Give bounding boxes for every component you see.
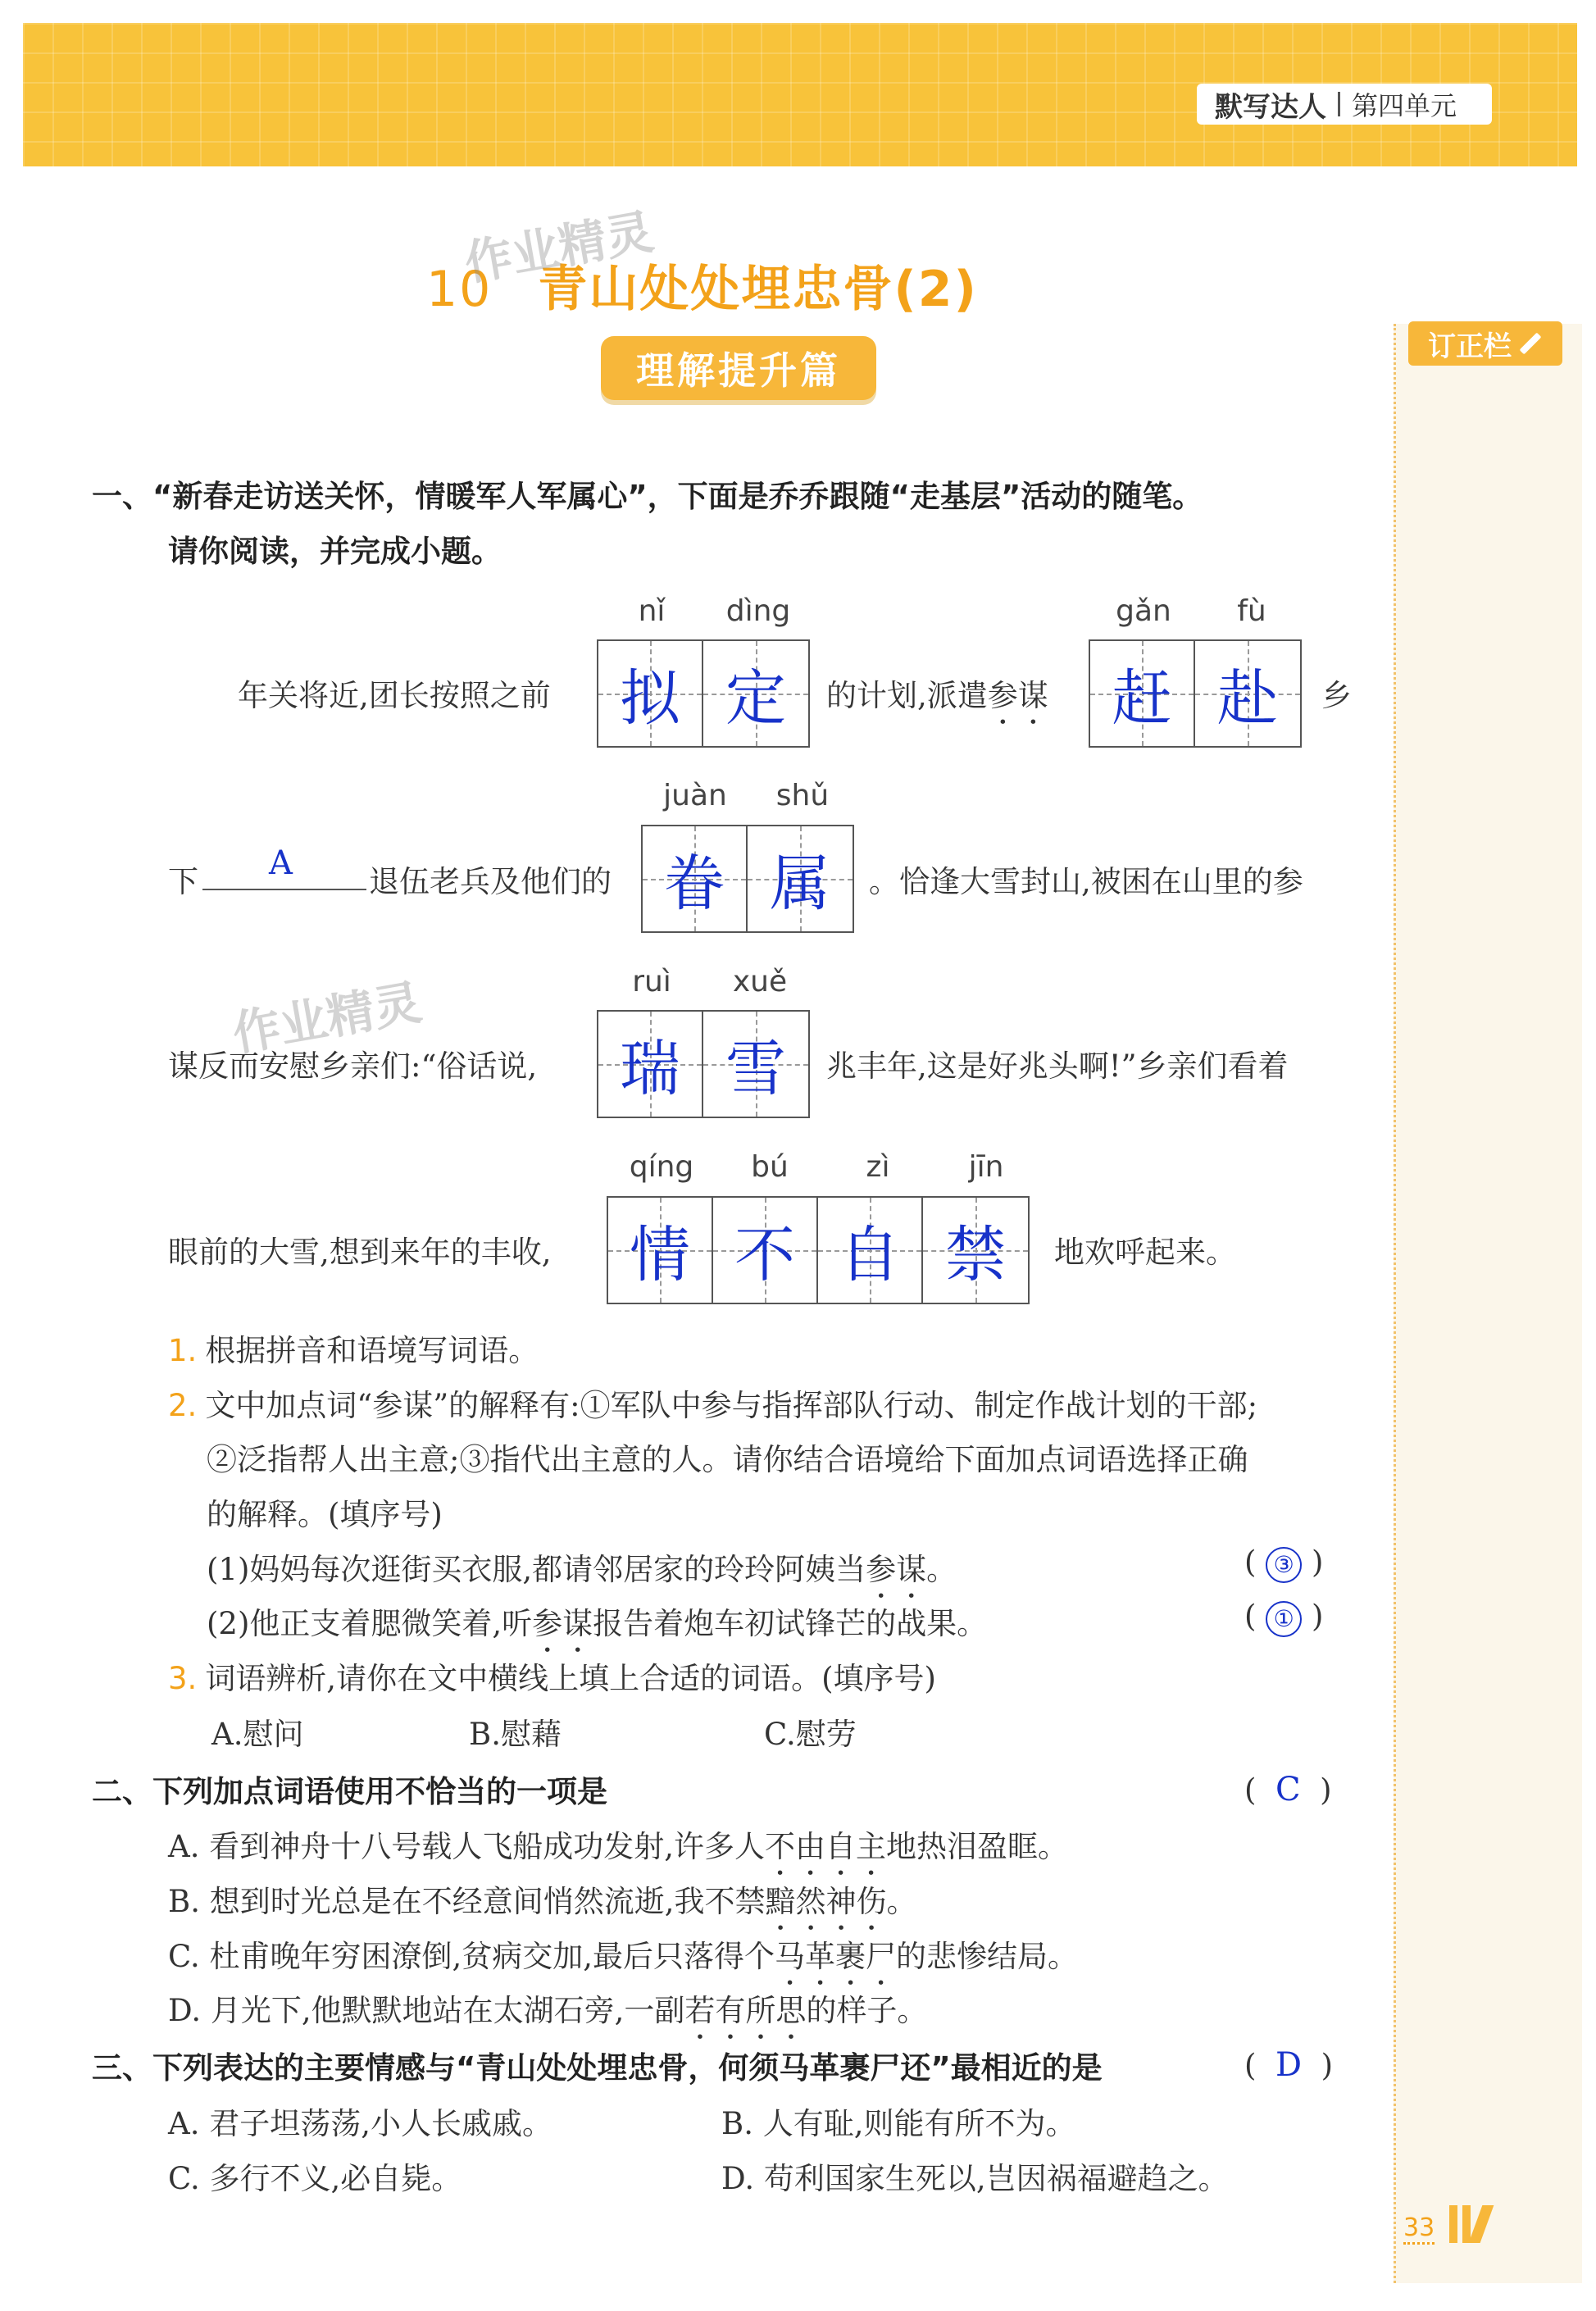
answer-grid[interactable]: [641, 825, 854, 933]
q3-number: 三、: [92, 2050, 152, 2086]
grid-cell: 自: [818, 1198, 923, 1303]
paragraph-text: 谋反而安慰乡亲们:“俗话说,: [168, 1049, 538, 1084]
paragraph-text: 眼前的大雪,想到来年的丰收,: [168, 1235, 552, 1270]
grid-cell: 不: [713, 1198, 818, 1303]
dotted-word: 若有所思: [684, 1993, 807, 2028]
paragraph-text: 乡: [1321, 678, 1352, 713]
paragraph-text: 兆丰年,这是好兆头啊!”乡亲们看着: [826, 1049, 1289, 1084]
pinyin: shǔ: [775, 779, 830, 812]
books-icon: [1449, 2205, 1487, 2243]
grid-cell: 拟: [598, 641, 703, 746]
sub-question-2-item-2: (2)他正支着腮微笑着,听参谋报告着炮车初试锋芒的战果。: [207, 1606, 988, 1641]
q2-answer: C: [1275, 1771, 1301, 1808]
tag-separator: [1338, 92, 1340, 116]
answer-bracket[interactable]: ( D ): [1244, 2046, 1334, 2084]
pencil-icon: [1520, 333, 1542, 355]
grid-cell: 瑞: [598, 1012, 703, 1117]
sub-question-2-item-1: (1)妈妈每次逛街买衣服,都请邻居家的玲玲阿姨当参谋。: [207, 1552, 957, 1587]
q3-option-a: A. 君子坦荡荡,小人长戚戚。: [168, 2106, 553, 2141]
q2-option-b: B. 想到时光总是在不经意间悄然流逝,我不禁黯然神伤。: [168, 1884, 917, 1919]
paragraph-text: 的计划,派遣参谋: [826, 678, 1048, 713]
sub-question-2-line3: 的解释。(填序号): [207, 1497, 443, 1532]
pinyin: dìng: [725, 594, 791, 628]
paragraph-text: 下: [168, 864, 198, 899]
answer-grid[interactable]: [597, 639, 810, 748]
correction-tab-label: 订正栏: [1428, 330, 1512, 363]
q2-heading: 二、下列加点词语使用不恰当的一项是: [92, 1774, 607, 1809]
q1-heading-line1: “新春走访送关怀，情暖军人军属心”，下面是乔乔跟随“走基层”活动的随笔。: [152, 479, 1203, 514]
correction-tab: [1408, 321, 1562, 366]
q2-option-c: C. 杜甫晚年穷困潦倒,贫病交加,最后只落得个马革裹尸的悲惨结局。: [168, 1939, 1079, 1974]
lesson-name: 青山处处埋忠骨(2): [538, 261, 978, 318]
pinyin: juàn: [663, 779, 727, 812]
q3-option-c: C. 多行不义,必自毙。: [168, 2161, 462, 2196]
answer-grid[interactable]: [1089, 639, 1302, 748]
dotted-word: 黯然神伤: [765, 1884, 887, 1919]
section-badge: 理解提升篇: [601, 336, 876, 400]
grid-cell: 禁: [923, 1198, 1028, 1303]
series-name: 默写达人: [1215, 90, 1326, 124]
paragraph-text: 年关将近,团长按照之前: [238, 678, 551, 713]
pinyin: xuě: [732, 965, 788, 999]
lesson-number: 10: [426, 261, 493, 318]
answer-grid[interactable]: [607, 1196, 1030, 1304]
option-b: B.慰藉: [469, 1717, 562, 1752]
margin-divider: [1394, 324, 1396, 2283]
q2-number: 二、: [92, 1774, 152, 1809]
q1-heading: [92, 471, 1203, 516]
circled-answer: ③: [1266, 1547, 1302, 1583]
q1-number: 一、: [92, 479, 152, 514]
option-a: A.慰问: [211, 1717, 304, 1752]
q2-option-d: D. 月光下,他默默地站在太湖石旁,一副若有所思的样子。: [168, 1993, 928, 2028]
answer-grid[interactable]: [597, 1010, 810, 1118]
grid-cell: 赴: [1195, 641, 1300, 746]
dotted-word: 马革裹尸: [775, 1939, 897, 1974]
pinyin: zì: [866, 1150, 890, 1184]
blank-answer: A: [269, 844, 293, 882]
q1-heading-line2: 请你阅读，并完成小题。: [168, 534, 502, 569]
paragraph-text: 地欢呼起来。: [1054, 1235, 1236, 1270]
pinyin: jīn: [968, 1150, 1004, 1184]
pinyin: bú: [751, 1150, 789, 1184]
grid-cell: 情: [608, 1198, 713, 1303]
watermark: 作业精灵: [460, 203, 658, 292]
answer-bracket[interactable]: ( ③ ): [1244, 1544, 1323, 1583]
grid-cell: 属: [748, 826, 853, 931]
sub-question-1: 1. 根据拼音和语境写词语。: [168, 1333, 539, 1368]
q3-answer: D: [1275, 2046, 1303, 2084]
watermark: 作业精灵: [228, 974, 426, 1062]
pinyin: fù: [1237, 594, 1266, 628]
pinyin: nǐ: [638, 594, 666, 628]
paragraph-text: 。恰逢大雪封山,被困在山里的参: [869, 864, 1303, 899]
answer-bracket[interactable]: ( C ): [1244, 1771, 1332, 1808]
q2-option-a: A. 看到神舟十八号载人飞船成功发射,许多人不由自主地热泪盈眶。: [168, 1829, 1069, 1864]
pinyin: qíng: [629, 1150, 694, 1184]
sub-question-2: 2. 文中加点词“参谋”的解释有:①军队中参与指挥部队行动、制定作战计划的干部;: [168, 1388, 1258, 1423]
sub-question-2-line2: ②泛指帮人出主意;③指代出主意的人。请你结合语境给下面加点词语选择正确: [207, 1442, 1248, 1477]
q3-option-d: D. 苟利国家生死以,岂因祸福避趋之。: [721, 2161, 1229, 2196]
unit-tag: [1197, 84, 1492, 125]
dotted-word: 参谋: [866, 1552, 927, 1587]
page-number: 33: [1403, 2213, 1435, 2245]
q3-heading: 三、下列表达的主要情感与“青山处处埋忠骨，何须马革裹尸还”最相近的是: [92, 2050, 1103, 2086]
paragraph-text: 退伍老兵及他们的: [369, 864, 612, 899]
grid-cell: 雪: [703, 1012, 808, 1117]
dotted-word: 参谋: [532, 1606, 593, 1641]
option-c: C.慰劳: [764, 1717, 857, 1752]
grid-cell: 眷: [643, 826, 748, 931]
unit-name: 第四单元: [1352, 90, 1457, 121]
circled-answer: ①: [1266, 1601, 1302, 1637]
correction-column: [1394, 324, 1582, 2283]
dotted-word: 参谋: [987, 678, 1048, 713]
dotted-word: 不由自主: [765, 1829, 887, 1864]
pinyin: gǎn: [1116, 594, 1171, 628]
sub-question-3: 3. 词语辨析,请你在文中横线上填上合适的词语。(填序号): [168, 1661, 936, 1696]
q3-option-b: B. 人有耻,则能有所不为。: [721, 2106, 1076, 2141]
pinyin: ruì: [632, 965, 671, 999]
grid-cell: 赶: [1090, 641, 1195, 746]
answer-bracket[interactable]: ( ① ): [1244, 1599, 1323, 1637]
grid-cell: 定: [703, 641, 808, 746]
